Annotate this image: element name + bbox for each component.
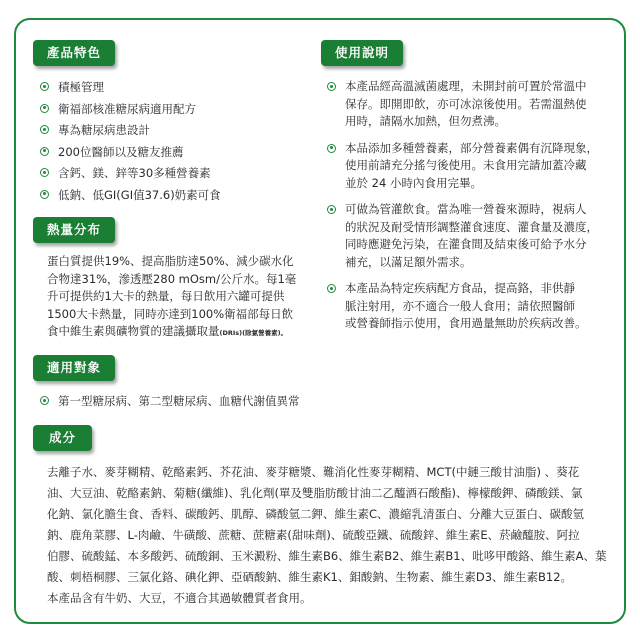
list-item: 低鈉、低GI(GI值37.6)奶素可食 <box>40 186 221 208</box>
bullet-icon <box>40 104 49 113</box>
list-item: 專為糖尿病患設計 <box>40 121 221 143</box>
features-list <box>40 78 221 207</box>
bullet-icon <box>40 125 49 134</box>
bullet-icon <box>40 396 49 405</box>
ingredients-text: 去離子水、麥芽糊精、乾酪素鈣、芥花油、麥芽糖漿、難消化性麥芽糊精、MCT(中鏈三酸甘油脂) 、葵花 油、大豆油、乾酪素鈉、菊糖(纖維)、乳化劑(單及雙脂肪酸甘油二乙醯酒石酸酯)、檸檬酸鉀、磷酸鎂、氯 化鈉、氯化膽生食、香料、碳酸鈣、肌醇、磷酸氫二鉀、維生素C、濃縮乳清蛋白、分離大豆蛋白、碳酸氫 鈉、鹿角菜膠、L-肉鹼、牛磺酸、蔗糖、蔗糖素(甜味劑)、硫酸亞鐵、硫酸鋅、維生素E、菸鹼醯胺、阿拉 伯膠、硫酸錳、本多酸鈣、硫酸銅、玉米澱粉、維生素B6、維生素B2、維生素B1、吡哆甲酸鉻、維生素A、葉 酸、刺梧桐膠、三氯化鉻、碘化鉀、亞硒酸鈉、維生素K1、鉬酸鈉、生物素、維生素D3、維生素B12。 本產品含有牛奶、大豆，不適合其過敏體質者食用。 <box>47 462 617 609</box>
allergen-note: 本產品含有牛奶、大豆，不適合其過敏體質者食用。 <box>47 591 312 605</box>
bullet-icon <box>40 82 49 91</box>
list-item: 本產品為特定疾病配方食品，提高鉻，非供靜 脈注射用，亦不適合一般人食用；請依照醫師 或營養師指示使用，食用過量無助於疾病改善。 <box>327 280 617 333</box>
list-item: 本產品經高溫滅菌處理，未開封前可置於常溫中 保存。即開即飲，亦可冰涼後使用。若需溫熱使 用時，請隔水加熱，但勿煮沸。 <box>327 78 617 131</box>
bullet-icon <box>327 144 336 153</box>
bullet-icon <box>40 168 49 177</box>
bullet-icon <box>40 147 49 156</box>
bullet-icon <box>327 82 336 91</box>
usage-list <box>327 78 617 342</box>
target-heading: 適用對象 <box>33 355 115 381</box>
target-list <box>40 392 300 414</box>
heat-description: 蛋白質提供19%、提高脂肪達50%、減少碳水化 合物達31%，滲透壓280 mOsm/公斤水。每1毫 升可提供約1大卡的熱量，每日飲用六罐可提供 1500大卡熱量，同時亦達到100%衛福部每日飲 食中維生素與礦物質的建議攝取量(DRIs)(除氯營養素)。 <box>47 254 297 338</box>
bullet-icon <box>327 284 336 293</box>
ingredients-heading: 成分 <box>33 425 92 451</box>
bullet-icon <box>327 205 336 214</box>
list-item: 可做為管灌飲食。當為唯一營養來源時，視病人 的狀況及耐受情形調整灌食速度、灌食量及濃度， 同時應避免污染，在灌食間及結束後可給予水分 補充，以滿足額外需求。 <box>327 201 617 271</box>
list-item: 積極管理 <box>40 78 221 100</box>
heat-heading: 熱量分布 <box>33 217 115 243</box>
list-item: 本品添加多種營養素，部分營養素偶有沉降現象， 使用前請充分搖勻後使用。未食用完請加蓋冷藏 並於 24 小時內食用完畢。 <box>327 140 617 193</box>
bullet-icon <box>40 190 49 199</box>
usage-heading: 使用說明 <box>321 40 403 66</box>
list-item: 第一型糖尿病、第二型糖尿病、血糖代謝值異常 <box>40 392 300 414</box>
list-item: 200位醫師以及糖友推薦 <box>40 143 221 165</box>
features-heading: 產品特色 <box>33 40 115 66</box>
list-item: 含鈣、鎂、鋅等30多種營養素 <box>40 164 221 186</box>
list-item: 衛福部核准糖尿病適用配方 <box>40 100 221 122</box>
